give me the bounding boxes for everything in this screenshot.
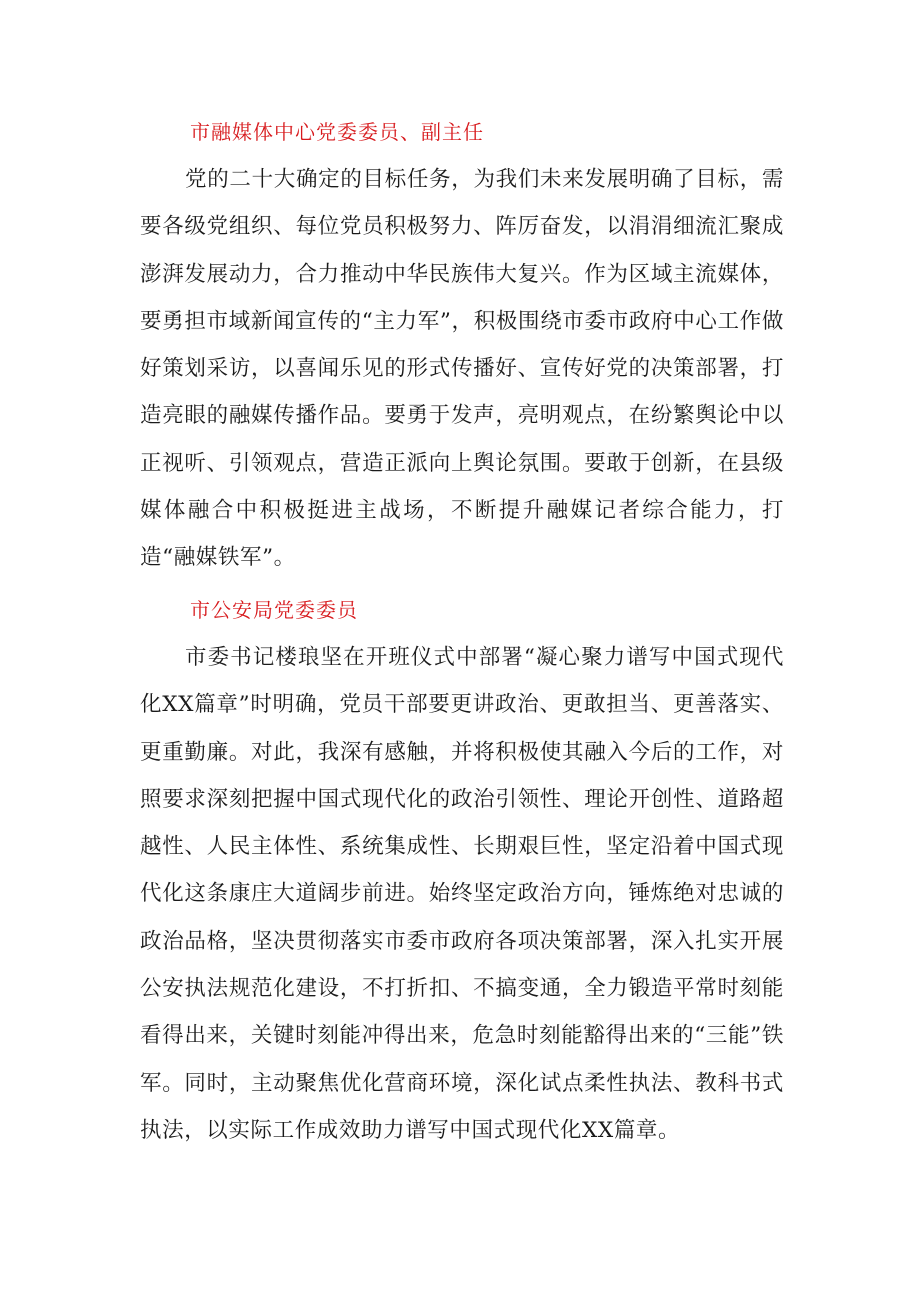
- section-body: 市委书记楼琅坚在开班仪式中部署“凝心聚力谱写中国式现代化XX篇章”时明确，党员干部要更讲政治、更敢担当、更善落实、更重勤廉。对此，我深有感触，并将积极使其融入今后的工作，对照要求深刻把握中国式现代化的政治引领性、理论开创性、道路超越性、人民主体性、系统集成性、长期艰巨性，坚定沿着中国式现代化这条康庄大道阔步前进。始终坚定政治方向，锤炼绝对忠诚的政治品格，坚决贯彻落实市委市政府各项决策部署，深入扎实开展公安执法规范化建设，不打折扣、不搞变通，全力锻造平常时刻能看得出来，关键时刻能冲得出来，危急时刻能豁得出来的“三能”铁军。同时，主动聚焦优化营商环境，深化试点柔性执法、教科书式执法，以实际工作成效助力谱写中国式现代化XX篇章。: [140, 645, 784, 1143]
- section-heading: 市融媒体中心党委委员、副主任: [190, 120, 484, 144]
- section-public-security: [140, 594, 784, 1154]
- section-heading: 市公安局党委委员: [190, 598, 358, 622]
- section-body: 党的二十大确定的目标任务，为我们未来发展明确了目标，需要各级党组织、每位党员积极努力、阵厉奋发，以涓涓细流汇聚成澎湃发展动力，合力推动中华民族伟大复兴。作为区域主流媒体，要勇担市域新闻宣传的“主力军”，积极围绕市委市政府中心工作做好策划采访，以喜闻乐见的形式传播好、宣传好党的决策部署，打造亮眼的融媒传播作品。要勇于发声，亮明观点，在纷繁舆论中以正视听、引领观点，营造正派向上舆论氛围。要敢于创新，在县级媒体融合中积极挺进主战场，不断提升融媒记者综合能力，打造“融媒铁军”。: [140, 167, 784, 571]
- section-media-center: [140, 116, 784, 582]
